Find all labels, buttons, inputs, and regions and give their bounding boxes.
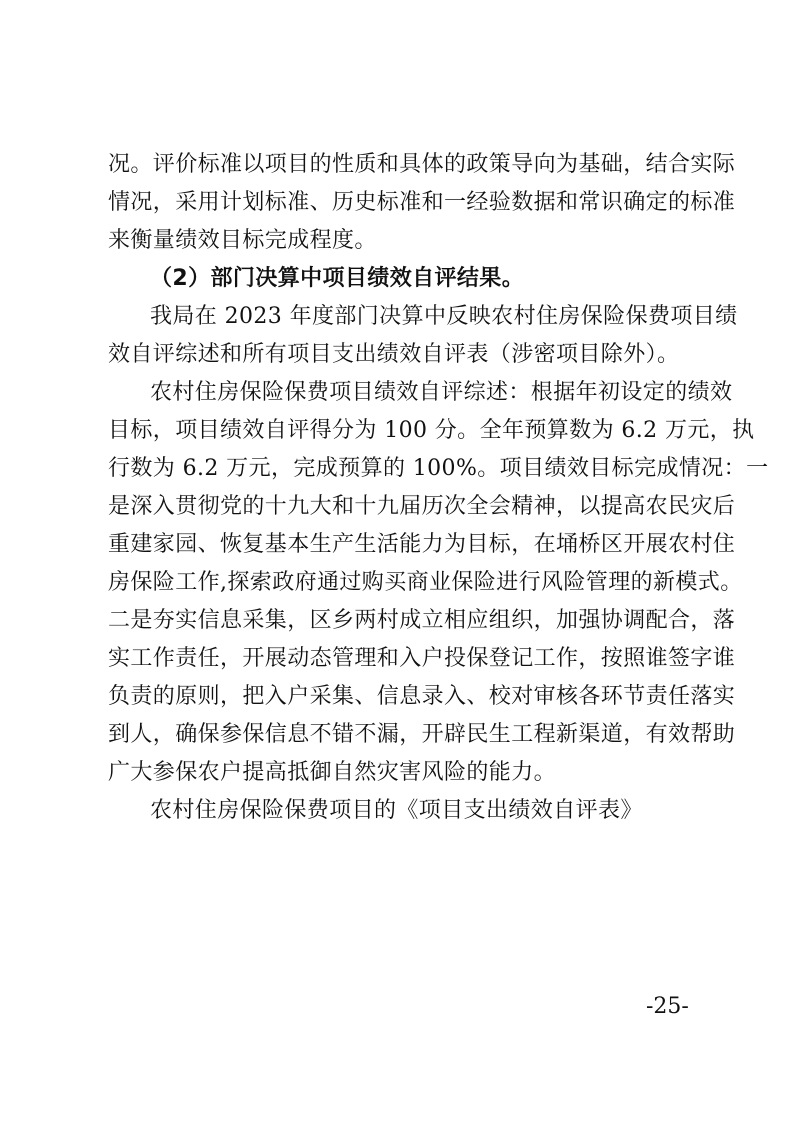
paragraph-4-line-9: 负责的原则，把入户采集、信息录入、校对审核各环节责任落实 <box>108 684 736 709</box>
paragraph-4-line-6: 房保险工作,探索政府通过购买商业保险进行风险管理的新模式。 <box>108 570 743 595</box>
section-heading: （2）部门决算中项目绩效自评结果。 <box>150 266 525 291</box>
paragraph-1-line-1: 况。评价标准以项目的性质和具体的政策导向为基础，结合实际 <box>108 152 736 177</box>
paragraph-4-line-5: 重建家园、恢复基本生产生活能力为目标，在埇桥区开展农村住 <box>108 532 736 557</box>
paragraph-5-line-1: 农村住房保险保费项目的《项目支出绩效自评表》 <box>150 798 643 823</box>
paragraph-4-line-2: 目标，项目绩效自评得分为 100 分。全年预算数为 6.2 万元，执 <box>108 418 755 443</box>
paragraph-4-line-7: 二是夯实信息采集，区乡两村成立相应组织，加强协调配合，落 <box>108 608 736 633</box>
paragraph-3-line-1: 我局在 2023 年度部门决算中反映农村住房保险保费项目绩 <box>150 304 738 329</box>
paragraph-4-line-4: 是深入贯彻党的十九大和十九届历次全会精神，以提高农民灾后 <box>108 494 736 519</box>
paragraph-4-line-10: 到人，确保参保信息不错不漏，开辟民生工程新渠道，有效帮助 <box>108 722 736 747</box>
page-number: -25- <box>646 994 689 1019</box>
paragraph-1-line-2: 情况，采用计划标准、历史标准和一经验数据和常识确定的标准 <box>108 190 736 215</box>
paragraph-3-line-2: 效自评综述和所有项目支出绩效自评表（涉密项目除外）。 <box>108 342 680 367</box>
paragraph-4-line-3: 行数为 6.2 万元，完成预算的 100%。项目绩效目标完成情况：一 <box>108 456 769 481</box>
paragraph-1-line-3: 来衡量绩效目标完成程度。 <box>108 228 377 253</box>
paragraph-4-line-11: 广大参保农户提高抵御自然灾害风险的能力。 <box>108 760 557 785</box>
paragraph-4-line-8: 实工作责任，开展动态管理和入户投保登记工作，按照谁签字谁 <box>108 646 736 671</box>
paragraph-4-line-1: 农村住房保险保费项目绩效自评综述：根据年初设定的绩效 <box>150 380 733 405</box>
